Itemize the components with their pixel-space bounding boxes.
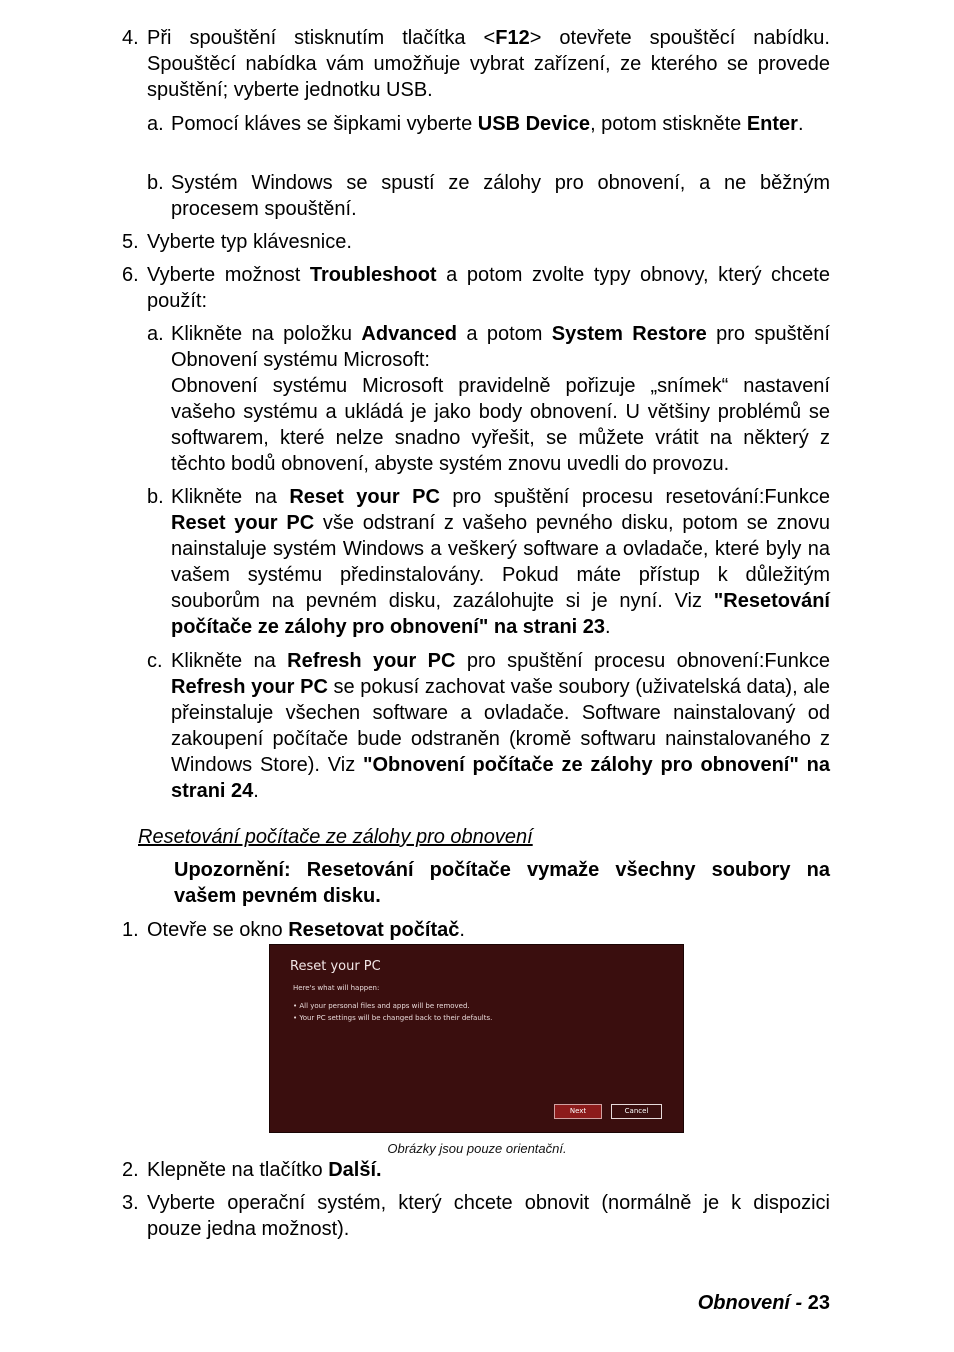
step-2 — [122, 1157, 830, 1183]
step-number: 6. — [122, 264, 139, 286]
step-number: 3. — [122, 1192, 139, 1214]
step-text: . — [605, 616, 611, 638]
step-text: Klikněte na položku — [171, 323, 362, 345]
step-6a — [147, 321, 830, 477]
step-text: Vyberte typ klávesnice. — [147, 231, 352, 253]
step-text: vše odstraní z vašeho pevného disku, potom se znovu nainstaluje systém Windows a veškerý software a ovladače, které byly na vašem systému předinstalovány. Pokud máte přístup k důležitým souborům na pevném disku, zazálohujte si je nyní. Viz — [171, 512, 830, 612]
cross-reference-link[interactable]: "Resetování počítače ze zálohy pro obnovení" na strani 23 — [171, 590, 830, 638]
step-text: > otevřete spouštěcí nabídku. Spouštěcí nabídka vám umožňuje vybrat zařízení, ze kterého se provede spuštění; vyberte jednotku USB. — [147, 27, 830, 101]
step-text: a potom zvolte typy obnovy, který chcete použít: — [147, 264, 830, 312]
step-4b — [147, 170, 830, 222]
bold-term: Troubleshoot — [309, 264, 437, 286]
step-6c — [147, 648, 830, 804]
step-3 — [122, 1190, 830, 1242]
bold-term: Enter — [746, 113, 798, 135]
step-text: . — [459, 919, 465, 941]
step-text: Vyberte možnost — [147, 264, 310, 286]
section-heading: Resetování počítače ze zálohy pro obnovení — [138, 826, 533, 848]
step-number: 4. — [122, 27, 139, 49]
step-letter: b. — [147, 486, 164, 508]
image-caption: Obrázky jsou pouze orientační. — [387, 1141, 567, 1156]
step-letter: c. — [147, 650, 163, 672]
dialog-bullet: • Your PC settings will be changed back to their defaults. — [293, 1014, 493, 1022]
page-footer — [698, 1292, 830, 1315]
step-text: . — [797, 113, 804, 135]
step-6 — [122, 262, 830, 314]
step-text: pro spuštění procesu obnovení:Funkce — [455, 650, 830, 672]
cross-reference-link[interactable]: "Obnovení počítače ze zálohy pro obnovení" na strani 24 — [171, 754, 830, 802]
next-button[interactable]: Next — [554, 1104, 602, 1119]
step-6b — [147, 484, 830, 640]
step-letter: a. — [147, 113, 164, 135]
step-text: Klikněte na — [171, 486, 290, 508]
step-text: Otevře se okno — [147, 919, 289, 941]
step-description: Obnovení systému Microsoft pravidelně pořizuje „snímek“ nastavení vašeho systému a ukládá je jako body obnovení. U většiny problémů se softwarem, které nelze snadno vyřešit, se můžete vrátit na některý z těchto bodů obnovení, abyste systém znovu uvedli do provozu. — [171, 375, 830, 475]
step-text: pro spuštění Obnovení systému Microsoft: — [171, 323, 830, 371]
step-text: Vyberte operační systém, který chcete obnovit (normálně je k dispozici pouze jedna možnost). — [147, 1192, 830, 1240]
step-number: 2. — [122, 1159, 139, 1181]
step-text: Při spouštění stisknutím tlačítka < — [147, 27, 496, 49]
step-letter: a. — [147, 323, 164, 345]
step-text: Klepněte na tlačítko — [147, 1159, 329, 1181]
dialog-bullet: • All your personal files and apps will be removed. — [293, 1002, 470, 1010]
step-number: 1. — [122, 919, 139, 941]
step-text: Systém Windows se spustí ze zálohy pro obnovení, a ne běžným procesem spouštění. — [171, 172, 830, 220]
step-text: Klikněte na — [171, 650, 288, 672]
step-letter: b. — [147, 172, 164, 194]
cancel-button[interactable]: Cancel — [611, 1104, 662, 1119]
key-name: F12 — [495, 27, 530, 49]
bold-term: Další. — [328, 1159, 382, 1181]
step-5 — [122, 229, 830, 255]
bold-term: Reset your PC — [171, 512, 315, 534]
bold-term: Refresh your PC — [287, 650, 456, 672]
footer-label: Obnovení - — [697, 1292, 803, 1314]
step-text: Pomocí kláves se šipkami vyberte — [171, 113, 478, 135]
bold-term: System Restore — [551, 323, 707, 345]
bold-term: Resetovat počítač — [288, 919, 460, 941]
step-text: pro spuštění procesu resetování:Funkce — [439, 486, 830, 508]
step-text: a potom — [457, 323, 552, 345]
step-text: se pokusí zachovat vaše soubory (uživatelská data), ale přeinstaluje všechen software a ovladače. Software nainstalovaný od zakoupení počítače bude odstraněn (kromě softwaru nainstalovaného z Windows Store). Viz — [171, 676, 830, 776]
step-1 — [122, 917, 830, 943]
step-number: 5. — [122, 231, 139, 253]
dialog-title: Reset your PC — [290, 959, 381, 974]
bold-term: USB Device — [477, 113, 591, 135]
page-number: 23 — [807, 1292, 830, 1314]
step-4 — [122, 25, 830, 103]
bold-term: Advanced — [361, 323, 457, 345]
bold-term: Refresh your PC — [171, 676, 328, 698]
step-4a — [147, 111, 830, 137]
warning-note: Upozornění: Resetování počítače vymaže všechny soubory na vašem pevném disku. — [174, 859, 830, 907]
step-text: , potom stiskněte — [590, 113, 747, 135]
step-text: . — [253, 780, 259, 802]
reset-pc-screenshot — [269, 944, 684, 1133]
bold-term: Reset your PC — [289, 486, 440, 508]
dialog-subtitle: Here's what will happen: — [293, 984, 380, 992]
